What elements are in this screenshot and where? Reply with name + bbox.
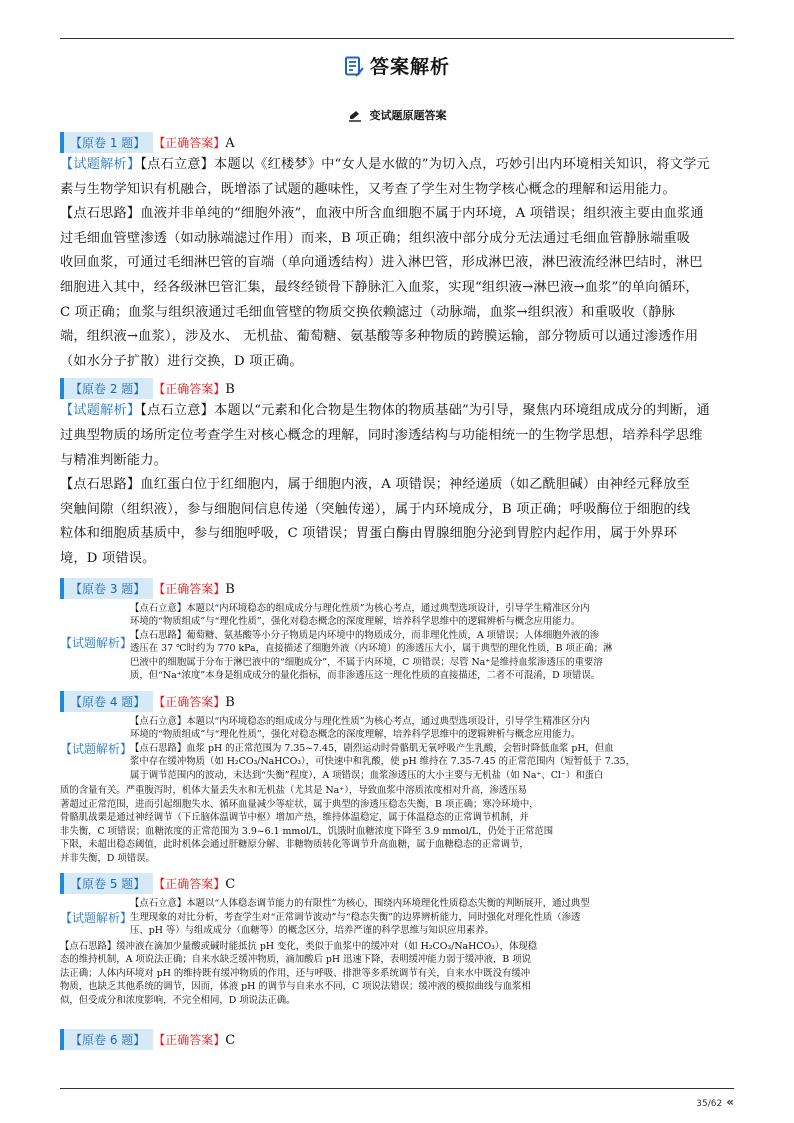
explanation-line: 境，D 项错误。: [60, 550, 156, 566]
question-tag: 【原卷 4 题】: [60, 691, 153, 712]
answer-content: [60, 132, 735, 1050]
explanation-label: 【试题解析】: [60, 910, 133, 925]
question-3: [60, 578, 735, 683]
answer-doc-icon: [344, 56, 364, 78]
explanation-line: 透压在 37 ℃时约为 770 kPa，直接描述了细胞外液（内环境）的渗透压大小，属于典型的理化性质，B 项正确；淋: [130, 643, 613, 654]
explanation-line: 浆中存在缓冲物质（如 H₂CO₃/NaHCO₃），可快速中和乳酸，使 pH 维持在 7.35-7.45 的正常范围内（短暂低于 7.35，: [130, 756, 635, 767]
explanation-line: 压、pH 等）与组成成分（血糖等）的概念区分，培养严谨的科学思维与知识应用素养。: [130, 925, 495, 936]
question-tag: 【原卷 1 题】: [60, 132, 153, 153]
explanation-label: 【试题解析】: [60, 741, 133, 756]
explanation-label: 【试题解析】: [60, 157, 141, 172]
explanation-line: 与精准判断能力。: [60, 452, 168, 468]
explanation-line: 著超过正常范围，进而引起细胞失水、循环血量减少等症状，属于典型的渗透压稳态失衡，B 项正确；寒冷环境中，: [60, 798, 539, 810]
explanation-line: 生理现象的对比分析，考查学生对“正常调节波动”与“稳态失衡”的边界辨析能力，同时强化对理化性质（渗透: [130, 911, 581, 923]
answer-value: B: [225, 694, 235, 710]
page-footer: [696, 1095, 734, 1109]
explanation-block: [60, 715, 735, 783]
answer-value: B: [225, 581, 235, 597]
explanation-line: 突触间隙（组织液），参与细胞间信息传递（突触传递），属于内环境成分，B 项正确；呼吸酶位于细胞的线: [60, 501, 691, 517]
explanation-line: 似，但受成分和浓度影响，不完全相同，D 项说法正确。: [60, 994, 296, 1006]
explanation-line: C 项正确；血浆与组织液通过毛细血管壁的物质交换依赖滤过（动脉端，血浆→组织液）和重吸收（静脉: [60, 304, 675, 320]
question-2: [60, 378, 735, 571]
explanation-line: 【试题解析】【点石立意】本题以“元素和化合物是生物体的物质基础”为引导，聚焦内环境组成成分的判断，通: [60, 403, 710, 419]
answer-label: 【正确答案】: [153, 382, 226, 397]
answer-label: 【正确答案】: [153, 581, 226, 596]
explanation-line: 【点石立意】本题以“人体稳态调节能力的有限性”为核心，围绕内环境理化性质稳态失衡的判断展开，通过典型: [130, 898, 590, 909]
answer-label: 【正确答案】: [153, 877, 226, 891]
explanation-line: 过毛细血管壁渗透（如动脉端滤过作用）而来，B 项正确；组织液中部分成分无法通过毛细血管静脉端重吸: [60, 230, 691, 246]
explanation-line: 【点石立意】本题以“内环境稳态的组成成分与理化性质”为核心考点，通过典型选项设计，引导学生精准区分内: [130, 715, 590, 727]
explanation-line: （如水分子扩散）进行交换，D 项正确。: [60, 353, 303, 369]
explanation-line: 非失衡，C 项错误；血糖浓度的正常范围为 3.9~6.1 mmol/L，饥饿时血糖浓度下降至 3.9 mmol/L，仍处于正常范围: [60, 825, 554, 837]
explanation-line: 物质，也缺乏其他系统的调节，因而，体液 pH 的调节与自来水不同，C 项说法错误；缓冲液的模拟曲线与血浆相: [60, 981, 531, 992]
explanation-line: 法正确；人体内环境对 pH 的维持既有缓冲物质的作用，还与呼吸、排泄等多系统调节有关，自来水中既没有缓冲: [60, 967, 531, 979]
explanation-line: 并非失衡，D 项错误。: [60, 852, 155, 864]
explanation-line: 过典型物质的场所定位考查学生对核心概念的理解，同时渗透结构与功能相统一的生物学思想，培养科学思维: [60, 427, 703, 443]
header-rule: [60, 38, 734, 39]
explanation-line: 收回血浆，可通过毛细淋巴管的盲端（单向通透结构）进入淋巴管，形成淋巴液，淋巴液流经淋巴结时，淋巴: [60, 255, 703, 271]
answer-value: B: [225, 382, 235, 398]
question-6: [60, 1029, 735, 1050]
explanation-line: 属于调节范围内的波动，未达到“失衡”程度），A 项错误；血浆渗透压的大小主要与无机盐（如 Na⁺、Cl⁻）和蛋白: [130, 769, 604, 781]
explanation-line: 【点石思路】血红蛋白位于红细胞内，属于细胞内液，A 项错误；神经递质（如乙酰胆碱）由神经元释放至: [60, 477, 690, 493]
explanation-label: 【试题解析】: [60, 403, 141, 419]
section-subtitle-text: 变试题原题答案: [369, 109, 447, 122]
page-number: 35/62: [696, 1099, 723, 1109]
explanation-line: 【试题解析】【点石立意】本题以《红楼梦》中“女人是水做的”为切入点，巧妙引出内环境相关知识，将文学元: [60, 157, 710, 172]
page-title-text: 答案解析: [369, 56, 450, 78]
question-1: [60, 132, 735, 374]
explanation-line: 【点石立意】本题以“内环境稳态的组成成分与理化性质”为核心考点，通过典型选项设计，引导学生精准区分内: [130, 602, 590, 614]
answer-value: C: [225, 1033, 236, 1048]
explanation-line: 细胞进入其中，经各级淋巴管汇集，最终经锁骨下静脉汇入血浆，实现“组织液→淋巴液→血浆”的单向循环，: [60, 279, 699, 295]
explanation-line: 粒体和细胞质基质中，参与细胞呼吸，C 项错误；胃蛋白酶由胃腺细胞分泌到胃腔内起作用，属于外界环: [60, 526, 678, 542]
question-tag: 【原卷 2 题】: [60, 378, 153, 399]
question-4: [60, 691, 735, 866]
question-5: [60, 873, 735, 1007]
question-tag: 【原卷 5 题】: [60, 873, 153, 894]
explanation-line: 环境的“物质组成”与“理化性质”，强化对稳态概念的深度理解，培养科学思维中的逻辑辨析与概念应用能力。: [130, 729, 581, 740]
question-tag: 【原卷 3 题】: [60, 578, 153, 599]
explanation-line: 巴液中的细胞属于分布于淋巴液中的“细胞成分”，不属于内环境，C 项错误；尽管 Na⁺是维持血浆渗透压的重要溶: [130, 656, 603, 668]
explanation-label: 【试题解析】: [60, 635, 133, 650]
footer-rule: [60, 1088, 734, 1089]
explanation-line: 骨骼肌战栗是通过神经调节（下丘脑体温调节中枢）增加产热，维持体温稳定，属于体温稳态的正常调节机制，并: [60, 812, 529, 823]
explanation-line: 【点石思路】血液并非单纯的“细胞外液”，血液中所含血细胞不属于内环境，A 项错误；组织液主要由血浆通: [60, 206, 704, 222]
page-title: [0, 52, 794, 79]
pen-icon: [348, 110, 362, 122]
answer-label: 【正确答案】: [153, 694, 226, 709]
explanation-line: 【点石思路】葡萄糖、氨基酸等小分子物质是内环境中的物质成分，而非理化性质，A 项错误；人体细胞外液的渗: [130, 629, 600, 641]
explanation-line: 素与生物学知识有机融合，既增添了试题的趣味性，又考查了学生对生物学核心概念的理解和运用能力。: [60, 181, 676, 197]
double-chevron-icon: «: [726, 1095, 734, 1109]
explanation-line: 质的含量有关。严重腹泻时，机体大量丢失水和无机盐（尤其是 Na⁺），导致血浆中溶质浓度相对升高，渗透压易: [60, 785, 528, 796]
explanation-block: [60, 602, 735, 683]
section-subtitle: [0, 107, 794, 123]
answer-label: 【正确答案】: [153, 136, 226, 150]
explanation-line: 下限，未超出稳态阈值，此时机体会通过肝糖原分解、非糖物质转化等调节升高血糖，属于血糖稳态的正常调节，: [60, 839, 529, 850]
question-tag: 【原卷 6 题】: [60, 1029, 153, 1050]
explanation-line: 【点石思路】缓冲液在滴加少量酸或碱时能抵抗 pH 变化，类似于血浆中的缓冲对（如 H₂CO₃/NaHCO₃），体现稳: [60, 940, 538, 952]
explanation-line: 【点石思路】血浆 pH 的正常范围为 7.35~7.45，剧烈运动时骨骼肌无氧呼吸产生乳酸，会暂时降低血浆 pH，但血: [130, 742, 614, 754]
explanation-line: 质，但“Na⁺浓度”本身是组成成分的量化指标，而非渗透压这一理化性质的直接描述，二者不可混淆，D 项错误。: [130, 670, 601, 681]
explanation-line: 态的维持机制，A 项说法正确；自来水缺乏缓冲物质，滴加酸后 pH 迅速下降，表明缓冲能力弱于缓冲液，B 项说: [60, 954, 532, 965]
explanation-line: 端，组织液→血浆），涉及水、 无机盐、葡萄糖、氨基酸等多种物质的跨膜运输，部分物质可以通过渗透作用: [60, 329, 699, 345]
explanation-line: 环境的“物质组成”与“理化性质”，强化对稳态概念的深度理解，培养科学思维中的逻辑辨析与概念应用能力。: [130, 616, 581, 627]
answer-value: C: [225, 877, 236, 892]
answer-value: A: [225, 136, 235, 151]
explanation-block: [60, 897, 735, 938]
answer-label: 【正确答案】: [153, 1033, 226, 1047]
